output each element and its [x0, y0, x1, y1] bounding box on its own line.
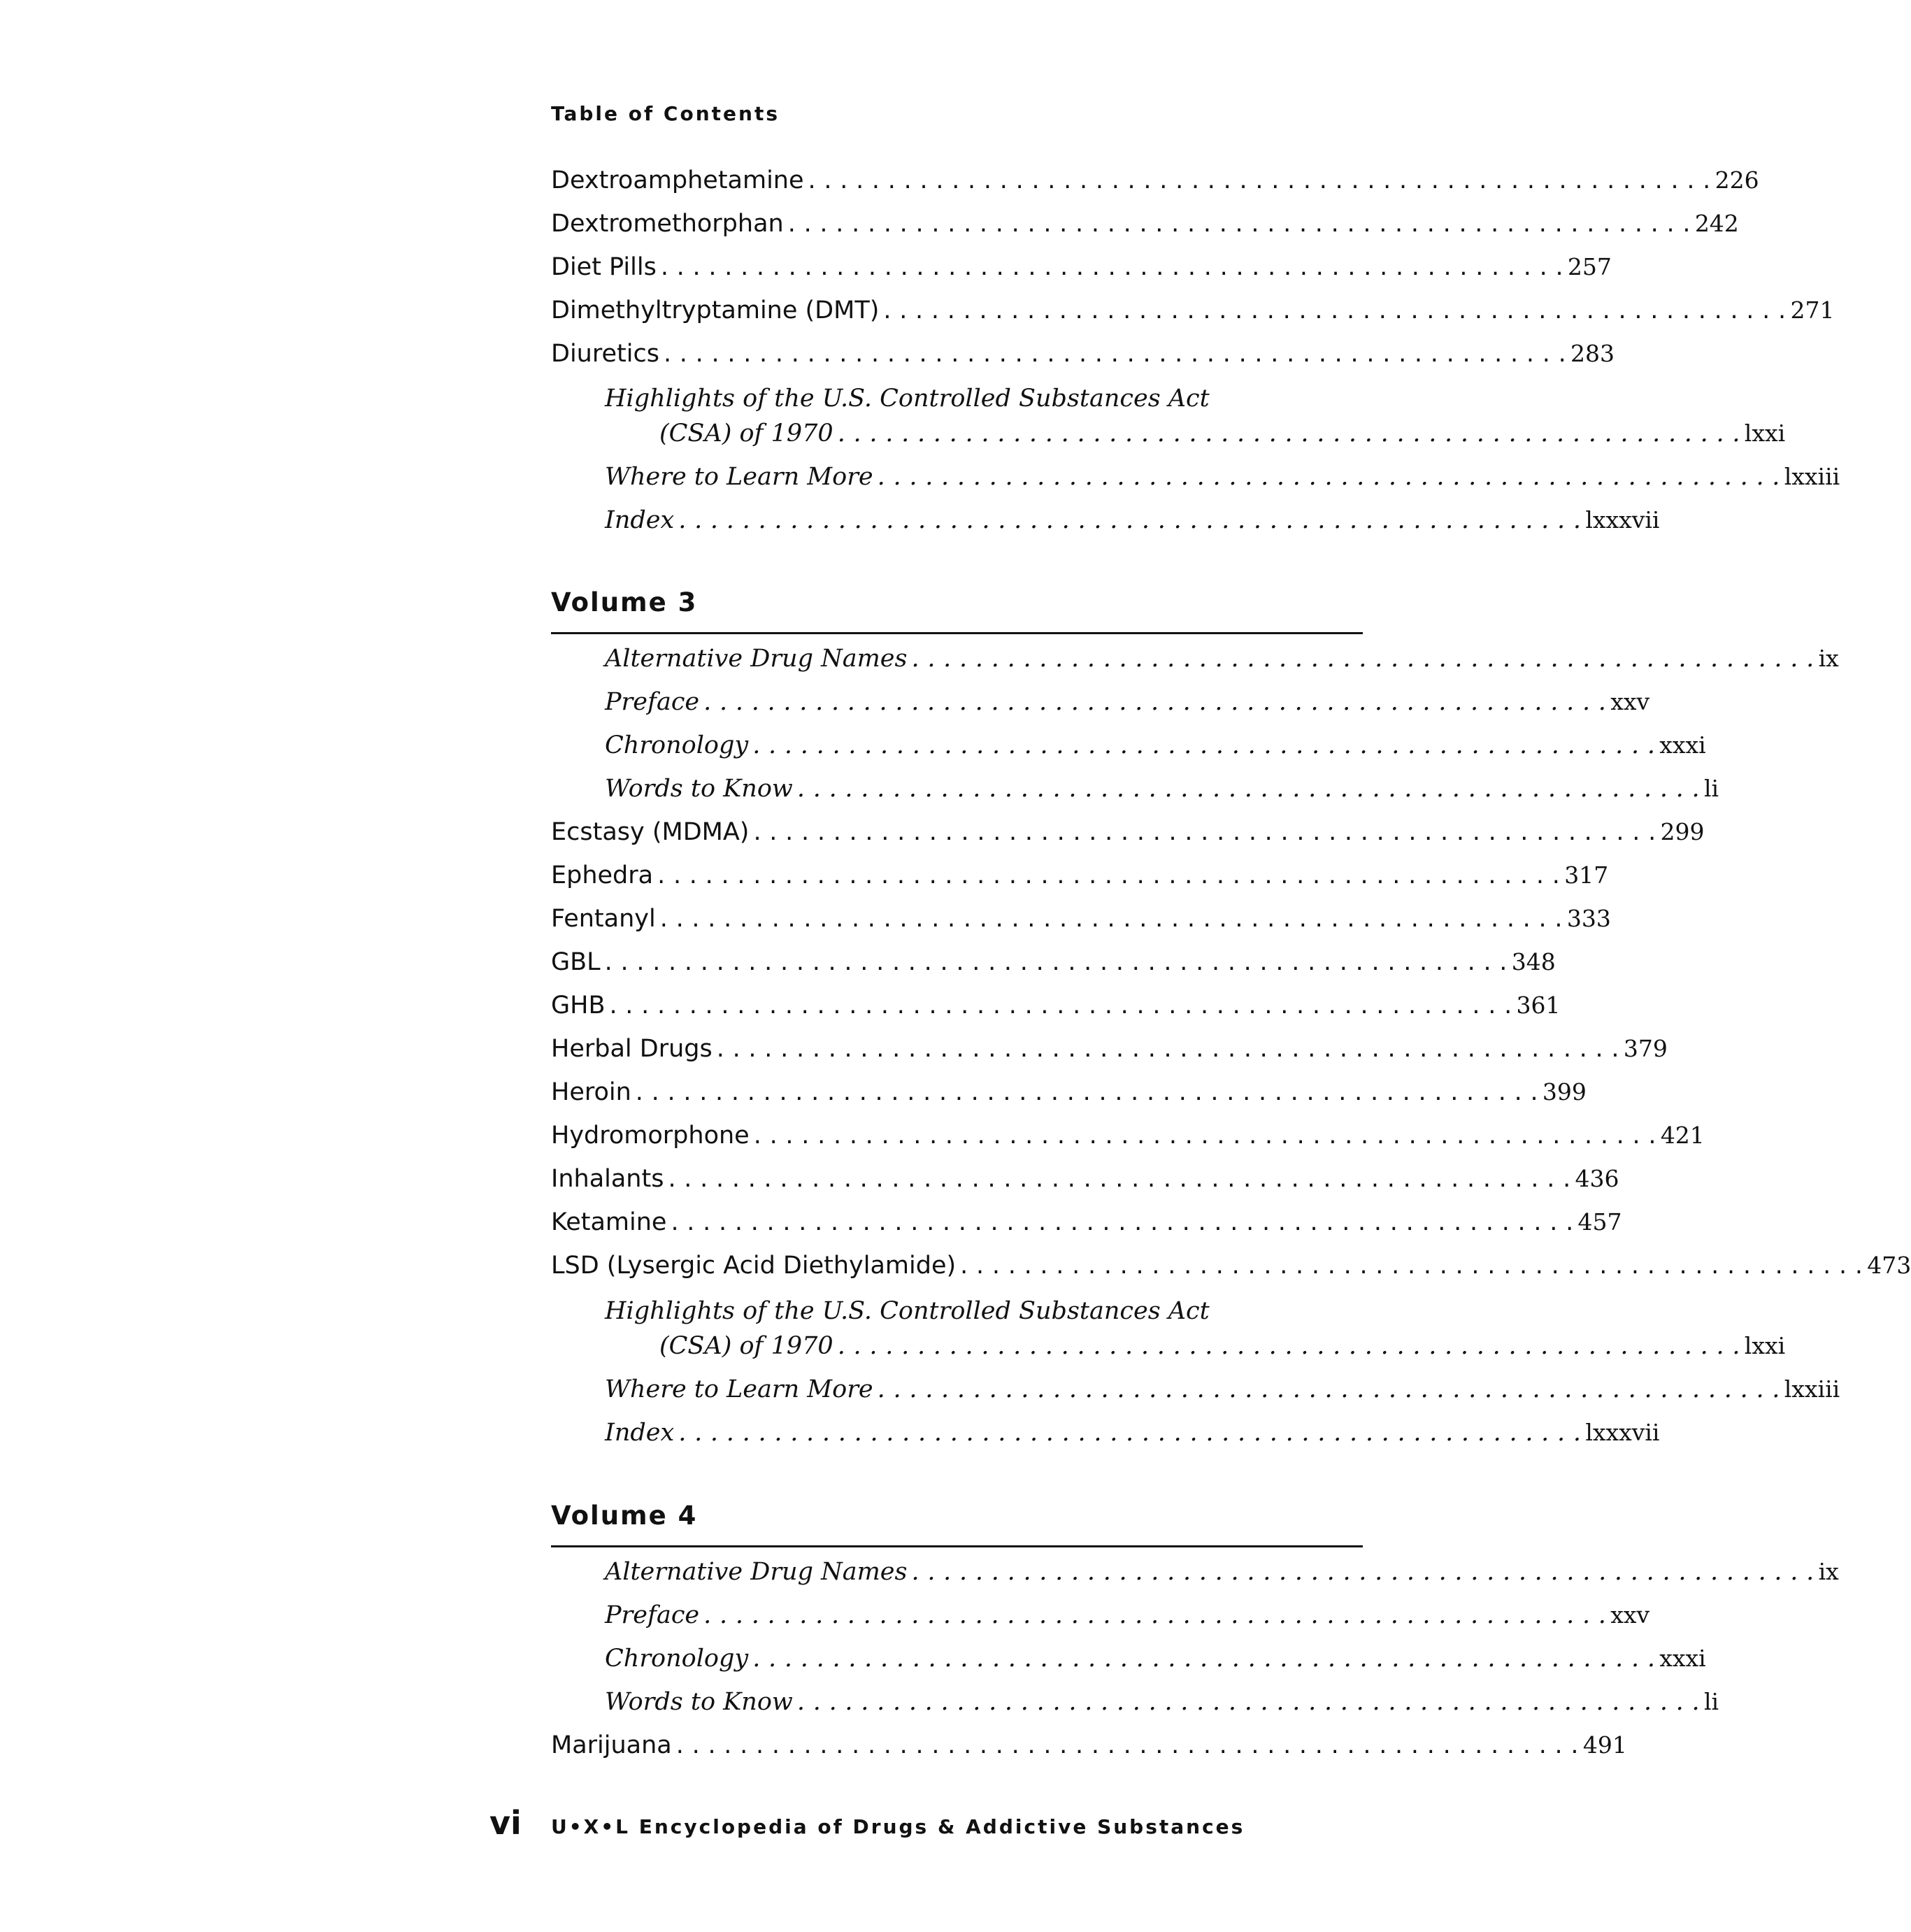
dot-leader: . . . . . . . . . . . . . . . . . . . . . . . . . . . . . . . . . . . . . . . . . . . . . . . . . . . . . . . . . [796, 1688, 1700, 1716]
entry-page: xxv [1610, 688, 1650, 715]
toc-entry[interactable] [551, 1252, 1911, 1288]
entry-title: Ketamine [551, 1208, 667, 1236]
highlights-title-line1[interactable]: Highlights of the U.S. Controlled Substances Act [605, 1297, 1210, 1325]
entry-title: GHB [551, 992, 606, 1019]
toc-entry[interactable] [605, 1688, 1719, 1724]
entry-title: Where to Learn More [605, 1375, 873, 1403]
dot-leader: . . . . . . . . . . . . . . . . . . . . . . . . . . . . . . . . . . . . . . . . . . . . . . . . . . . . . . . . . [703, 1601, 1607, 1629]
entry-title: Fentanyl [551, 905, 656, 933]
entry-page: lxxi [1744, 1332, 1786, 1359]
entry-title: Dextromethorphan [551, 210, 784, 238]
entry-title: Alternative Drug Names [605, 1558, 908, 1586]
entry-page: ix [1818, 645, 1839, 672]
toc-entry[interactable] [551, 1122, 1705, 1158]
entry-page: lxxiii [1784, 463, 1840, 490]
entry-title: Hydromorphone [551, 1122, 750, 1150]
highlights-title-line1[interactable]: Highlights of the U.S. Controlled Substances Act [605, 385, 1210, 413]
dot-leader: . . . . . . . . . . . . . . . . . . . . . . . . . . . . . . . . . . . . . . . . . . . . . . . . . . . . . . . . . [604, 948, 1508, 976]
entry-title: (CSA) of 1970 [659, 1332, 833, 1360]
toc-entry[interactable] [551, 210, 1739, 246]
toc-entry[interactable] [551, 1165, 1619, 1201]
dot-leader: . . . . . . . . . . . . . . . . . . . . . . . . . . . . . . . . . . . . . . . . . . . . . . . . . . . . . . . . . [808, 166, 1711, 194]
dot-leader: . . . . . . . . . . . . . . . . . . . . . . . . . . . . . . . . . . . . . . . . . . . . . . . . . . . . . . . . . [796, 775, 1700, 803]
entry-page: lxxxvii [1585, 506, 1660, 534]
entry-page: 283 [1570, 340, 1615, 367]
entry-page: 299 [1660, 818, 1705, 845]
entry-page: 491 [1582, 1731, 1627, 1759]
entry-page: 317 [1564, 861, 1609, 889]
entry-page: lxxxvii [1585, 1419, 1660, 1446]
entry-title: Alternative Drug Names [605, 645, 908, 673]
entry-page: 361 [1516, 992, 1561, 1019]
entry-title: Ecstasy (MDMA) [551, 818, 750, 846]
entry-title: Dextroamphetamine [551, 166, 804, 194]
entry-page: 399 [1542, 1078, 1587, 1105]
toc-entry[interactable] [605, 688, 1650, 724]
entry-title: LSD (Lysergic Acid Diethylamide) [551, 1252, 957, 1280]
toc-entry-learn-more[interactable] [605, 463, 1840, 499]
dot-leader: . . . . . . . . . . . . . . . . . . . . . . . . . . . . . . . . . . . . . . . . . . . . . . . . . . . . . . . . . [635, 1078, 1538, 1106]
dot-leader: . . . . . . . . . . . . . . . . . . . . . . . . . . . . . . . . . . . . . . . . . . . . . . . . . . . . . . . . . [752, 731, 1656, 759]
entry-title: Diuretics [551, 340, 659, 368]
entry-title: Chronology [605, 1645, 749, 1673]
entry-page: xxv [1610, 1601, 1650, 1629]
dot-leader: . . . . . . . . . . . . . . . . . . . . . . . . . . . . . . . . . . . . . . . . . . . . . . . . . . . . . . . . . [877, 1375, 1780, 1403]
entry-page: 257 [1567, 253, 1612, 280]
entry-page: li [1703, 1688, 1719, 1715]
toc-entry-highlights[interactable] [659, 1332, 1786, 1368]
toc-entry[interactable] [605, 1558, 1839, 1594]
entry-title: Where to Learn More [605, 463, 873, 491]
dot-leader: . . . . . . . . . . . . . . . . . . . . . . . . . . . . . . . . . . . . . . . . . . . . . . . . . . . . . . . . . [609, 992, 1512, 1019]
entry-page: 226 [1715, 166, 1759, 194]
entry-page: lxxi [1744, 420, 1786, 447]
toc-entry[interactable] [551, 1078, 1587, 1115]
entry-title: (CSA) of 1970 [659, 420, 833, 448]
toc-entry[interactable] [605, 1601, 1650, 1638]
dot-leader: . . . . . . . . . . . . . . . . . . . . . . . . . . . . . . . . . . . . . . . . . . . . . . . . . . . . . . . . . [678, 1419, 1582, 1447]
toc-entry[interactable] [551, 166, 1759, 203]
entry-title: Heroin [551, 1078, 631, 1106]
entry-title: Dimethyltryptamine (DMT) [551, 296, 880, 324]
dot-leader: . . . . . . . . . . . . . . . . . . . . . . . . . . . . . . . . . . . . . . . . . . . . . . . . . . . . . . . . . [753, 818, 1656, 846]
dot-leader: . . . . . . . . . . . . . . . . . . . . . . . . . . . . . . . . . . . . . . . . . . . . . . . . . . . . . . . . . [660, 253, 1563, 281]
entry-page: xxxi [1659, 1645, 1706, 1672]
entry-page: xxxi [1659, 731, 1706, 759]
dot-leader: . . . . . . . . . . . . . . . . . . . . . . . . . . . . . . . . . . . . . . . . . . . . . . . . . . . . . . . . . [960, 1252, 1863, 1280]
book-title-footer: U•X•L Encyclopedia of Drugs & Addictive Substances [551, 1815, 1245, 1838]
toc-entry[interactable] [605, 645, 1839, 681]
dot-leader: . . . . . . . . . . . . . . . . . . . . . . . . . . . . . . . . . . . . . . . . . . . . . . . . . . . . . . . . . [787, 210, 1691, 238]
toc-entry-index[interactable] [605, 1419, 1660, 1455]
dot-leader: . . . . . . . . . . . . . . . . . . . . . . . . . . . . . . . . . . . . . . . . . . . . . . . . . . . . . . . . . [671, 1208, 1574, 1236]
entry-title: Index [605, 1419, 675, 1447]
dot-leader: . . . . . . . . . . . . . . . . . . . . . . . . . . . . . . . . . . . . . . . . . . . . . . . . . . . . . . . . . [877, 463, 1780, 491]
entry-page: 348 [1511, 948, 1556, 975]
entry-page: 436 [1575, 1165, 1619, 1192]
toc-entry[interactable] [551, 948, 1556, 985]
dot-leader: . . . . . . . . . . . . . . . . . . . . . . . . . . . . . . . . . . . . . . . . . . . . . . . . . . . . . . . . . [678, 506, 1582, 534]
toc-entry[interactable] [551, 1731, 1627, 1768]
entry-title: Marijuana [551, 1731, 672, 1759]
toc-entry[interactable] [605, 775, 1719, 811]
dot-leader: . . . . . . . . . . . . . . . . . . . . . . . . . . . . . . . . . . . . . . . . . . . . . . . . . . . . . . . . . [753, 1122, 1656, 1150]
toc-entry[interactable] [551, 340, 1615, 376]
running-head: Table of Contents [551, 102, 780, 125]
dot-leader: . . . . . . . . . . . . . . . . . . . . . . . . . . . . . . . . . . . . . . . . . . . . . . . . . . . . . . . . . [716, 1035, 1619, 1063]
entry-page: 271 [1790, 296, 1835, 324]
entry-title: Ephedra [551, 861, 654, 889]
dot-leader: . . . . . . . . . . . . . . . . . . . . . . . . . . . . . . . . . . . . . . . . . . . . . . . . . . . . . . . . . [657, 861, 1561, 889]
entry-page: 242 [1694, 210, 1739, 237]
toc-entry[interactable] [551, 992, 1561, 1028]
dot-leader: . . . . . . . . . . . . . . . . . . . . . . . . . . . . . . . . . . . . . . . . . . . . . . . . . . . . . . . . . [668, 1165, 1571, 1193]
dot-leader: . . . . . . . . . . . . . . . . . . . . . . . . . . . . . . . . . . . . . . . . . . . . . . . . . . . . . . . . . [837, 1332, 1740, 1360]
volume-4-heading: Volume 4 [551, 1501, 1363, 1547]
toc-entry-learn-more[interactable] [605, 1375, 1840, 1412]
toc-entry[interactable] [605, 1645, 1706, 1681]
toc-entry[interactable] [551, 861, 1609, 898]
dot-leader: . . . . . . . . . . . . . . . . . . . . . . . . . . . . . . . . . . . . . . . . . . . . . . . . . . . . . . . . . [659, 905, 1563, 933]
dot-leader: . . . . . . . . . . . . . . . . . . . . . . . . . . . . . . . . . . . . . . . . . . . . . . . . . . . . . . . . . [911, 645, 1815, 673]
entry-page: ix [1818, 1558, 1839, 1585]
entry-title: Herbal Drugs [551, 1035, 713, 1063]
entry-page: lxxiii [1784, 1375, 1840, 1403]
entry-title: Preface [605, 688, 700, 716]
dot-leader: . . . . . . . . . . . . . . . . . . . . . . . . . . . . . . . . . . . . . . . . . . . . . . . . . . . . . . . . . [837, 420, 1740, 448]
toc-entry[interactable] [605, 731, 1706, 768]
entry-page: li [1703, 775, 1719, 802]
entry-title: Chronology [605, 731, 749, 759]
dot-leader: . . . . . . . . . . . . . . . . . . . . . . . . . . . . . . . . . . . . . . . . . . . . . . . . . . . . . . . . . [675, 1731, 1579, 1759]
entry-page: 421 [1660, 1122, 1705, 1149]
dot-leader: . . . . . . . . . . . . . . . . . . . . . . . . . . . . . . . . . . . . . . . . . . . . . . . . . . . . . . . . . [703, 688, 1607, 716]
page-number: vi [489, 1804, 522, 1842]
dot-leader: . . . . . . . . . . . . . . . . . . . . . . . . . . . . . . . . . . . . . . . . . . . . . . . . . . . . . . . . . [883, 296, 1787, 324]
entry-page: 473 [1867, 1252, 1911, 1279]
toc-entry[interactable] [551, 253, 1612, 289]
toc-entry-index[interactable] [605, 506, 1660, 543]
toc-entry[interactable] [551, 818, 1705, 854]
toc-entry[interactable] [551, 1035, 1668, 1071]
entry-title: Words to Know [605, 775, 793, 803]
dot-leader: . . . . . . . . . . . . . . . . . . . . . . . . . . . . . . . . . . . . . . . . . . . . . . . . . . . . . . . . . [752, 1645, 1656, 1673]
entry-title: Inhalants [551, 1165, 664, 1193]
entry-title: Preface [605, 1601, 700, 1629]
toc-entry-highlights[interactable] [659, 420, 1786, 456]
toc-entry[interactable] [551, 905, 1611, 941]
entry-title: GBL [551, 948, 601, 976]
entry-title: Words to Know [605, 1688, 793, 1716]
toc-entry[interactable] [551, 1208, 1622, 1245]
dot-leader: . . . . . . . . . . . . . . . . . . . . . . . . . . . . . . . . . . . . . . . . . . . . . . . . . . . . . . . . . [911, 1558, 1815, 1586]
volume-3-heading: Volume 3 [551, 587, 1363, 634]
entry-page: 333 [1566, 905, 1611, 932]
toc-entry[interactable] [551, 296, 1835, 333]
entry-title: Index [605, 506, 675, 534]
dot-leader: . . . . . . . . . . . . . . . . . . . . . . . . . . . . . . . . . . . . . . . . . . . . . . . . . . . . . . . . . [663, 340, 1567, 368]
entry-page: 457 [1577, 1208, 1622, 1236]
entry-title: Diet Pills [551, 253, 657, 281]
entry-page: 379 [1623, 1035, 1668, 1062]
